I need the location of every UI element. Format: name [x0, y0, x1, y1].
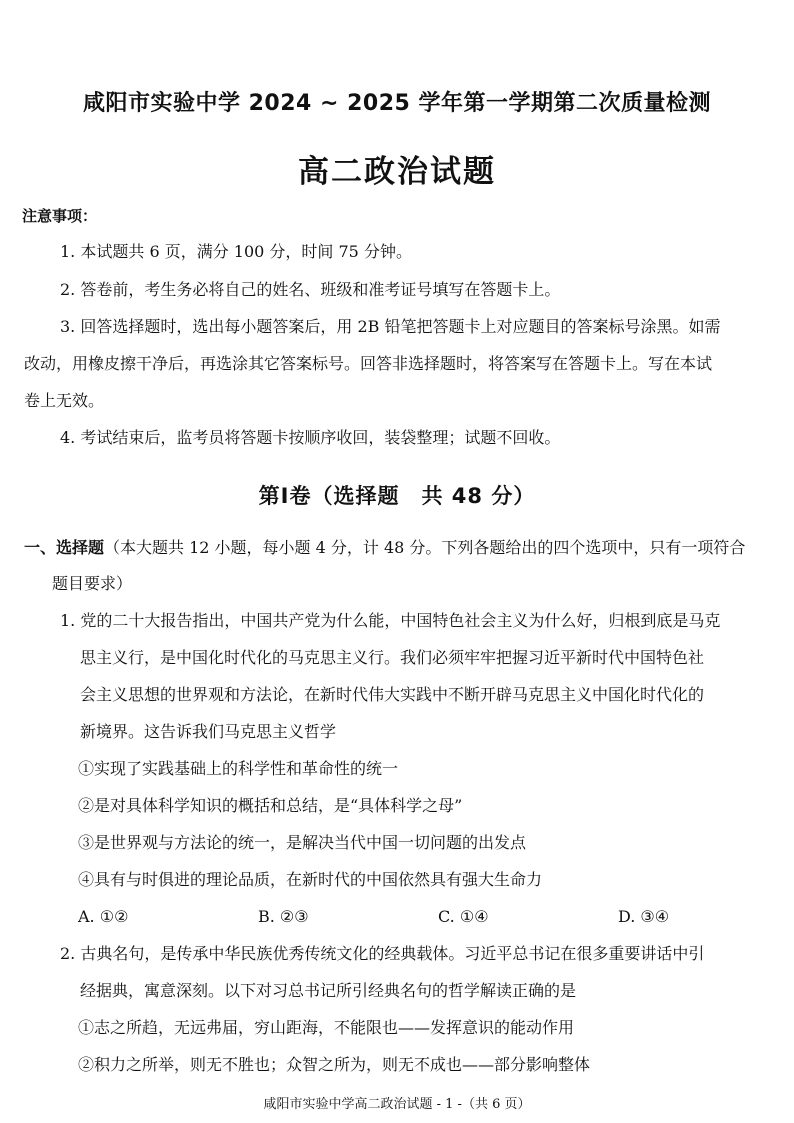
notice-line-6: 4. 考试结束后，监考员将答题卡按顺序收回，装袋整理；试题不回收。: [60, 428, 561, 447]
notice-line-5: 卷上无效。: [24, 391, 105, 410]
subject-title: 高二政治试题: [298, 154, 496, 190]
q1-stem-line-2: 思主义行，是中国化时代化的马克思主义行。我们必须牢牢把握习近平新时代中国特色社: [80, 648, 705, 667]
q1-option-a: A. ①②: [78, 907, 129, 926]
q1-stem-line-1: 1. 党的二十大报告指出，中国共产党为什么能，中国特色社会主义为什么好，归根到底是马克: [60, 611, 721, 630]
notice-heading: 注意事项：: [22, 207, 98, 225]
part-desc-1: （本大题共 12 小题，每小题 4 分，计 48 分。下列各题给出的四个选项中，只有一项符合: [104, 538, 746, 557]
section-title: 第Ⅰ卷（选择题 共 48 分）: [258, 484, 536, 508]
part-desc-2: 题目要求）: [52, 574, 133, 593]
q1-item-1: ①实现了实践基础上的科学性和革命性的统一: [78, 759, 399, 778]
q2-item-2: ②积力之所举，则无不胜也；众智之所为，则无不成也——部分影响整体: [78, 1055, 591, 1074]
notice-line-4: 改动，用橡皮擦干净后，再选涂其它答案标号。回答非选择题时，将答案写在答题卡上。写在本试: [24, 354, 713, 373]
q1-item-2: ②是对具体科学知识的概括和总结，是“具体科学之母”: [78, 796, 463, 815]
q1-item-3: ③是世界观与方法论的统一，是解决当代中国一切问题的出发点: [78, 833, 527, 852]
q2-stem-line-1: 2. 古典名句，是传承中华民族优秀传统文化的经典载体。习近平总书记在很多重要讲话中引: [60, 944, 705, 963]
exam-title: 咸阳市实验中学 2024 ~ 2025 学年第一学期第二次质量检测: [82, 91, 712, 116]
notice-line-1: 1. 本试题共 6 页，满分 100 分，时间 75 分钟。: [60, 242, 412, 261]
q1-item-4: ④具有与时俱进的理论品质，在新时代的中国依然具有强大生命力: [78, 870, 543, 889]
notice-line-2: 2. 答卷前，考生务必将自己的姓名、班级和准考证号填写在答题卡上。: [60, 280, 561, 299]
q1-option-c: C. ①④: [438, 907, 489, 926]
q1-stem-line-3: 会主义思想的世界观和方法论，在新时代伟大实践中不断开辟马克思主义中国化时代化的: [80, 685, 705, 704]
notice-line-3: 3. 回答选择题时，选出每小题答案后，用 2B 铅笔把答题卡上对应题目的答案标号涂黑。如需: [60, 317, 721, 336]
q1-option-d: D. ③④: [618, 907, 670, 926]
q1-option-b: B. ②③: [258, 907, 309, 926]
q2-stem-line-2: 经据典，寓意深刻。以下对习总书记所引经典名句的哲学解读正确的是: [80, 981, 577, 1000]
part-label: 一、选择题: [24, 538, 105, 557]
page-footer: 咸阳市实验中学高二政治试题 - 1 -（共 6 页）: [263, 1097, 531, 1112]
q2-item-1: ①志之所趋，无远弗届，穷山距海，不能限也——发挥意识的能动作用: [78, 1018, 575, 1037]
part-intro: [24, 537, 745, 559]
q1-stem-line-4: 新境界。这告诉我们马克思主义哲学: [80, 722, 337, 741]
